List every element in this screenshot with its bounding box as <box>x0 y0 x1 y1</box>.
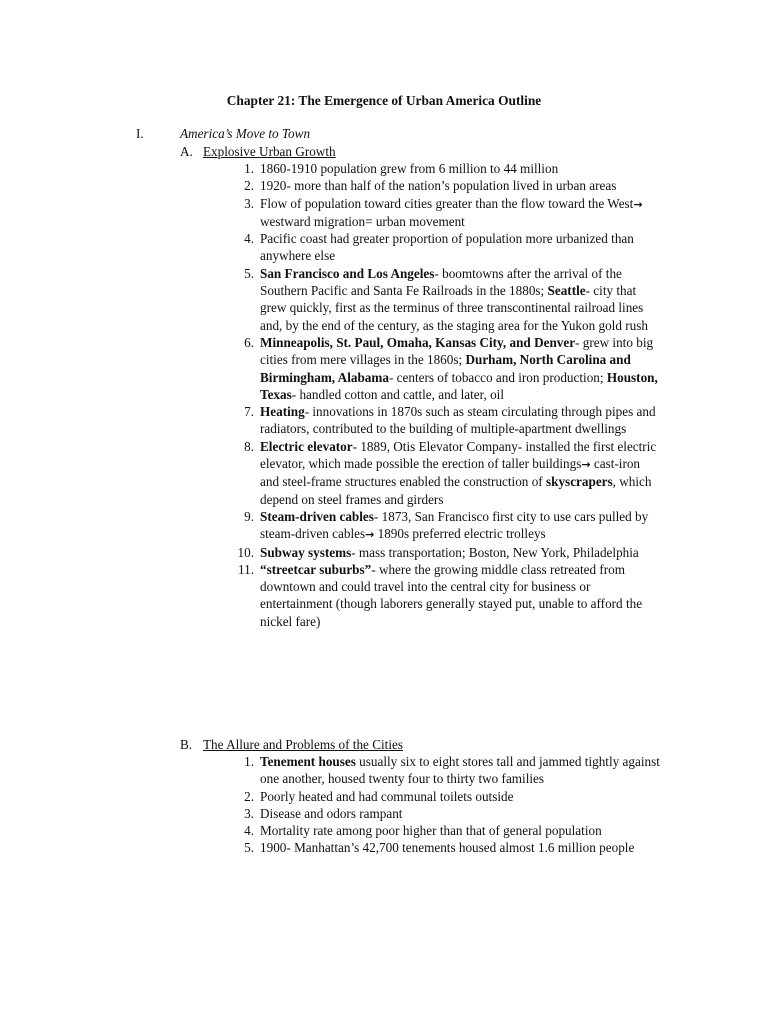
item-text-segment: Mortality rate among poor higher than that of general population <box>260 823 602 839</box>
outline-item <box>0 822 768 839</box>
item-text-segment: 1890s preferred electric trolleys <box>374 526 546 542</box>
item-number: 8. <box>244 438 254 454</box>
subsection-b-list <box>0 753 768 857</box>
item-text-segment: - centers of tobacco and iron production; <box>388 369 607 385</box>
item-number: 10. <box>237 544 254 560</box>
outline-item <box>0 195 768 231</box>
bold-term: Heating <box>260 404 305 420</box>
item-text-segment: - boomtowns after the arrival of the Southern Pacific and Santa Fe Railroads in the 1880s; <box>260 265 622 299</box>
item-text-segment: 1900- Manhattan’s 42,700 tenements housed almost 1.6 million people <box>260 840 635 856</box>
item-text <box>260 561 660 630</box>
item-text-segment: - grew into big cities from mere villages in the 1860s; <box>260 334 654 368</box>
outline-item <box>0 230 768 265</box>
item-text-segment: Poorly heated and had communal toilets outside <box>260 788 514 804</box>
document-title: Chapter 21: The Emergence of Urban America Outline <box>226 93 542 108</box>
bold-term: Electric elevator <box>260 438 353 454</box>
item-text-segment: Disease and odors rampant <box>260 805 403 821</box>
outline-item <box>0 438 768 508</box>
item-number: 4. <box>244 823 254 839</box>
item-text-segment: 1920- more than half of the nation’s population lived in urban areas <box>260 178 617 194</box>
item-number: 3. <box>244 195 254 211</box>
item-number: 2. <box>244 178 254 194</box>
item-text <box>260 788 660 805</box>
outline-item <box>0 508 768 544</box>
item-text <box>260 160 660 177</box>
item-number: 9. <box>244 508 254 524</box>
item-text <box>260 753 660 788</box>
item-text-segment: - handled cotton and cattle, and later, oil <box>291 386 504 402</box>
outline-item <box>0 753 768 788</box>
subsection-a-heading: Explosive Urban Growth <box>203 144 336 159</box>
item-number: 11. <box>238 561 254 577</box>
outline-item <box>0 544 768 561</box>
item-text <box>260 805 660 822</box>
item-number: 1. <box>244 161 254 176</box>
outline-item <box>0 805 768 822</box>
item-text <box>260 177 660 194</box>
item-text-segment: cast-iron and steel-frame structures enabled the construction of <box>260 456 641 490</box>
item-text-segment: 1860-1910 population grew from 6 million to 44 million <box>260 161 559 176</box>
bold-term: Houston, Texas <box>260 369 658 402</box>
item-number: 6. <box>244 334 254 350</box>
bold-term: Subway systems <box>260 544 352 560</box>
outline-item <box>0 160 768 177</box>
item-text-segment: , which depend on steel frames and girders <box>260 474 652 507</box>
outline-item <box>0 561 768 630</box>
item-text <box>260 438 660 508</box>
item-text-segment: westward migration= urban movement <box>260 213 465 229</box>
outline-item <box>0 177 768 194</box>
item-text <box>260 195 660 231</box>
outline-item <box>0 265 768 334</box>
arrow-icon: → <box>365 528 375 542</box>
item-text <box>260 334 660 403</box>
bold-term: Minneapolis, St. Paul, Omaha, Kansas City, and Denver <box>260 334 576 350</box>
outline-item <box>0 334 768 403</box>
item-text <box>260 822 660 839</box>
section-heading: America’s Move to Town <box>180 126 311 141</box>
subsection-b-number: B. <box>180 737 193 752</box>
item-number: 2. <box>244 788 254 804</box>
item-text-segment: Pacific coast had greater proportion of population more urbanized than anywhere else <box>260 231 634 264</box>
arrow-icon: → <box>633 197 643 211</box>
bold-term: Seattle <box>547 283 586 299</box>
item-text-segment: - 1889, Otis Elevator Company- installed the first electric elevator, which made possible the erection of taller buildings <box>260 438 657 472</box>
item-text-segment: usually six to eight stores tall and jammed tightly against one another, housed twenty four to thirty two families <box>260 754 660 787</box>
bold-term: Steam-driven cables <box>260 508 374 524</box>
item-text <box>260 839 660 856</box>
item-text-segment: - city that grew quickly, first as the terminus of three transcontinental railroad lines and, by the end of the century, as the staging area for the Yukon gold rush <box>260 283 648 333</box>
item-number: 5. <box>244 840 254 856</box>
outline-item <box>0 839 768 856</box>
bold-term: skyscrapers <box>546 474 613 490</box>
item-text <box>260 403 660 438</box>
bold-term: Tenement houses <box>260 754 356 769</box>
item-number: 1. <box>244 754 254 769</box>
item-text <box>260 544 660 561</box>
arrow-icon: → <box>581 458 591 472</box>
outline-item <box>0 788 768 805</box>
item-text-segment: - mass transportation; Boston, New York, Philadelphia <box>351 544 639 560</box>
item-number: 7. <box>244 404 254 420</box>
item-text-segment: - innovations in 1870s such as steam circulating through pipes and radiators, contributed to the building of multiple-apartment dwellings <box>260 404 656 437</box>
bold-term: San Francisco and Los Angeles <box>260 265 435 281</box>
subsection-b-heading: The Allure and Problems of the Cities <box>203 737 403 752</box>
outline-item <box>0 403 768 438</box>
item-number: 4. <box>244 231 254 247</box>
subsection-a-number: A. <box>180 144 193 159</box>
item-number: 3. <box>244 805 254 821</box>
item-text-segment: Flow of population toward cities greater than the flow toward the West <box>260 195 634 211</box>
bold-term: Durham, North Carolina and Birmingham, Alabama <box>260 352 631 385</box>
item-text <box>260 230 660 265</box>
item-text <box>260 508 660 544</box>
item-text-segment: - where the growing middle class retreated from downtown and could travel into the central city for business or entertainment (though laborers generally stayed put, unable to afford the nickel fare) <box>260 561 643 629</box>
item-text <box>260 265 660 334</box>
subsection-a-list <box>0 160 768 630</box>
item-text-segment: - 1873, San Francisco first city to use cars pulled by steam-driven cables <box>260 508 649 542</box>
bold-term: “streetcar suburbs” <box>260 561 372 577</box>
item-number: 5. <box>244 265 254 281</box>
section-number: I. <box>136 126 144 141</box>
